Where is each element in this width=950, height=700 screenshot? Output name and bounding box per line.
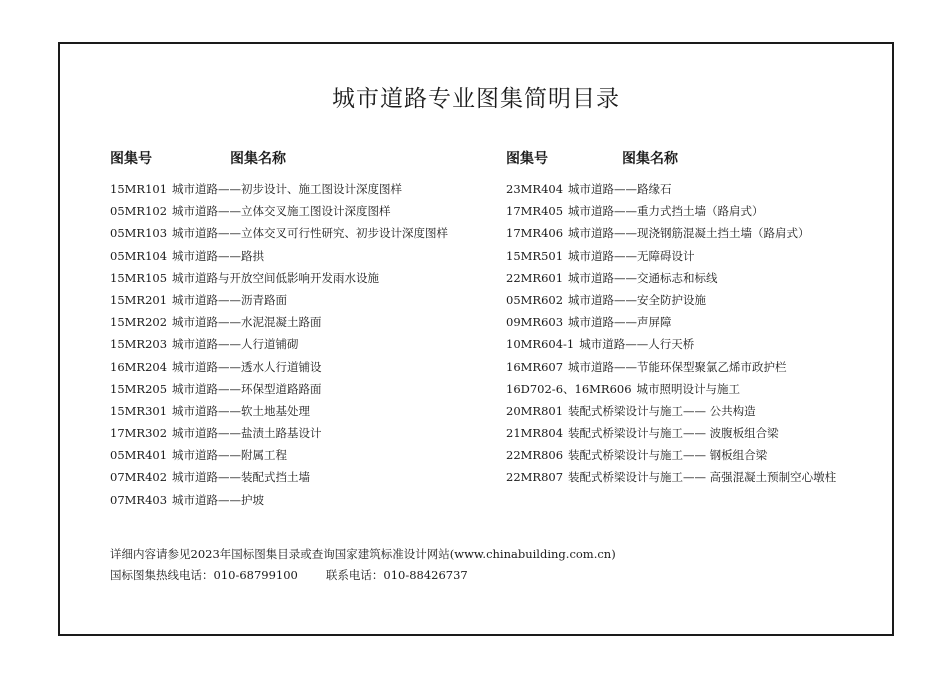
catalog-item	[110, 222, 448, 244]
header-code: 图集号	[506, 151, 548, 167]
item-code: 15MR205	[110, 381, 168, 396]
catalog-item	[110, 178, 448, 200]
item-name: 城市道路——沥青路面	[172, 292, 288, 307]
item-code: 05MR401	[110, 448, 168, 463]
item-name: 城市照明设计与施工	[636, 381, 741, 396]
catalog-item	[110, 378, 448, 400]
item-name: 装配式桥梁设计与施工—— 波腹板组合梁	[568, 426, 779, 441]
item-name: 城市道路——重力式挡土墙（路肩式）	[568, 204, 764, 219]
header-name: 图集名称	[230, 151, 286, 167]
item-code: 15MR301	[110, 403, 168, 418]
item-name: 城市道路——现浇钢筋混凝土挡土墙（路肩式）	[568, 226, 810, 241]
item-name: 城市道路——软土地基处理	[172, 403, 311, 418]
catalog-item	[506, 222, 836, 244]
item-code: 22MR807	[506, 470, 564, 485]
catalog-item	[506, 311, 836, 333]
catalog-item	[506, 245, 836, 267]
catalog-item	[110, 267, 448, 289]
item-code: 07MR403	[110, 492, 168, 507]
catalog-item	[506, 333, 836, 355]
item-code: 05MR103	[110, 226, 168, 241]
right-list	[506, 178, 836, 489]
item-name: 城市道路——交通标志和标线	[568, 270, 718, 285]
catalog-item	[110, 289, 448, 311]
catalog-item	[110, 245, 448, 267]
catalog-item	[506, 356, 836, 378]
item-code: 16MR607	[506, 359, 564, 374]
item-name: 城市道路——装配式挡土墙	[172, 470, 311, 485]
catalog-item	[110, 356, 448, 378]
item-name: 城市道路——人行道铺砌	[172, 337, 299, 352]
item-code: 17MR302	[110, 426, 168, 441]
item-code: 22MR601	[506, 270, 564, 285]
footer-phones	[110, 565, 616, 586]
item-name: 城市道路——环保型道路路面	[172, 381, 322, 396]
left-list	[110, 178, 448, 511]
catalog-item	[506, 289, 836, 311]
footer-reference: 详细内容请参见2023年国标图集目录或查询国家建筑标准设计网站(www.chinabuilding.com.cn)	[110, 547, 616, 561]
catalog-item	[110, 489, 448, 511]
catalog-frame	[58, 42, 894, 636]
item-name: 装配式桥梁设计与施工—— 高强混凝土预制空心墩柱	[568, 470, 837, 485]
item-code: 17MR406	[506, 226, 564, 241]
footer	[110, 544, 616, 586]
contact-text: 联系电话：010-88426737	[325, 568, 468, 582]
catalog-item	[110, 466, 448, 488]
item-name: 城市道路——无障碍设计	[568, 248, 695, 263]
item-code: 16MR204	[110, 359, 168, 374]
item-code: 05MR602	[506, 292, 564, 307]
catalog-item	[506, 422, 836, 444]
item-code: 15MR501	[506, 248, 564, 263]
right-column-header	[506, 142, 836, 178]
catalog-item	[506, 267, 836, 289]
item-code: 15MR202	[110, 315, 168, 330]
catalog-item	[110, 333, 448, 355]
catalog-item	[110, 200, 448, 222]
item-code: 20MR801	[506, 403, 564, 418]
item-name: 城市道路——人行天桥	[579, 337, 695, 352]
item-name: 城市道路——声屏障	[568, 315, 672, 330]
item-name: 装配式桥梁设计与施工—— 钢板组合梁	[568, 448, 768, 463]
item-code: 23MR404	[506, 182, 564, 196]
item-code: 16D702-6、16MR606	[506, 381, 632, 396]
item-name: 城市道路——节能环保型聚氯乙烯市政护栏	[568, 359, 787, 374]
item-name: 城市道路——水泥混凝土路面	[172, 315, 322, 330]
item-name: 城市道路与开放空间低影响开发雨水设施	[172, 270, 380, 285]
catalog-item	[506, 200, 836, 222]
catalog-item	[506, 378, 836, 400]
header-name: 图集名称	[622, 151, 678, 167]
catalog-item	[506, 444, 836, 466]
catalog-item	[110, 422, 448, 444]
left-column-header	[110, 142, 448, 178]
page-title: 城市道路专业图集简明目录	[332, 86, 620, 112]
item-name: 城市道路——透水人行道铺设	[172, 359, 322, 374]
item-name: 城市道路——初步设计、施工图设计深度图样	[172, 182, 403, 196]
item-code: 05MR102	[110, 204, 168, 219]
catalog-item	[110, 400, 448, 422]
item-name: 城市道路——护坡	[172, 492, 265, 507]
catalog-item	[506, 400, 836, 422]
catalog-item	[110, 311, 448, 333]
item-name: 装配式桥梁设计与施工—— 公共构造	[568, 403, 756, 418]
item-name: 城市道路——路拱	[172, 248, 265, 263]
item-code: 15MR105	[110, 270, 168, 285]
item-name: 城市道路——立体交叉可行性研究、初步设计深度图样	[172, 226, 449, 241]
item-name: 城市道路——立体交叉施工图设计深度图样	[172, 204, 391, 219]
catalog-item	[110, 444, 448, 466]
header-code: 图集号	[110, 151, 152, 167]
item-code: 21MR804	[506, 426, 564, 441]
item-code: 05MR104	[110, 248, 168, 263]
hotline-text: 国标图集热线电话：010-68799100	[110, 568, 298, 582]
item-code: 15MR101	[110, 182, 168, 196]
item-name: 城市道路——盐渍土路基设计	[172, 426, 322, 441]
item-code: 15MR201	[110, 292, 168, 307]
item-name: 城市道路——安全防护设施	[568, 292, 707, 307]
right-column	[506, 142, 836, 489]
item-name: 城市道路——路缘石	[568, 182, 672, 196]
item-code: 09MR603	[506, 315, 564, 330]
catalog-item	[506, 178, 836, 200]
item-code: 07MR402	[110, 470, 168, 485]
left-column	[110, 142, 448, 511]
item-code: 15MR203	[110, 337, 168, 352]
item-name: 城市道路——附属工程	[172, 448, 288, 463]
item-code: 22MR806	[506, 448, 564, 463]
item-code: 10MR604-1	[506, 337, 575, 352]
catalog-item	[506, 466, 836, 488]
item-code: 17MR405	[506, 204, 564, 219]
